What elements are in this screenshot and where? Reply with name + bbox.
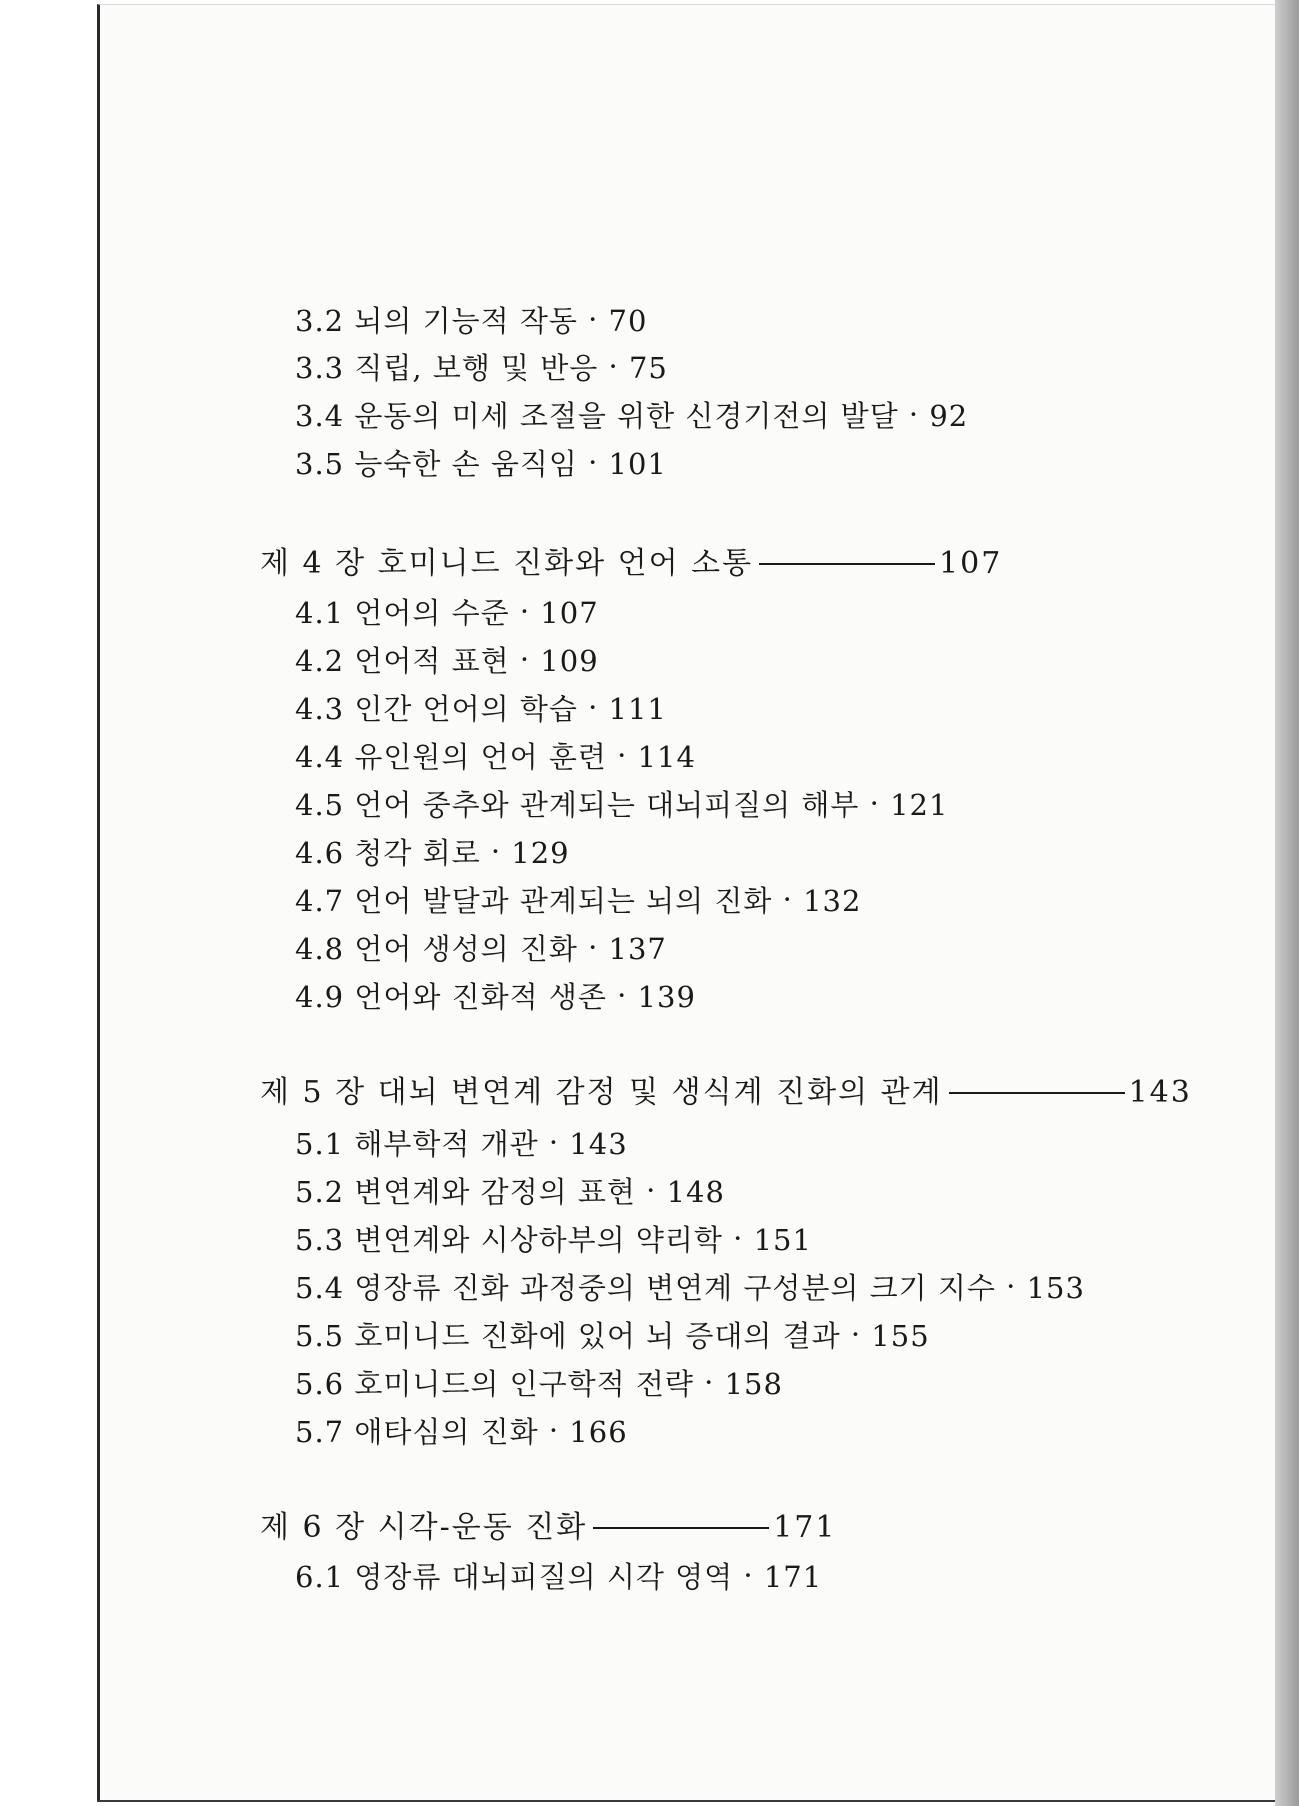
- section-page: 121: [890, 788, 949, 822]
- toc-section-3-3: [295, 346, 668, 388]
- leader-line: [949, 1092, 1125, 1094]
- toc-section-6-1: [295, 1555, 822, 1597]
- toc-section-5-7: [295, 1410, 628, 1452]
- section-title: 5.5 호미니드 진화에 있어 뇌 증대의 결과: [295, 1319, 841, 1353]
- toc-section-3-4: [295, 394, 968, 436]
- section-page: 129: [511, 836, 570, 870]
- chapter-page: 143: [1128, 1075, 1192, 1110]
- section-page: 92: [929, 399, 969, 433]
- section-page: 70: [608, 304, 648, 338]
- section-page: 132: [803, 884, 862, 918]
- section-title: 3.2 뇌의 기능적 작동: [295, 304, 578, 338]
- section-title: 4.1 언어의 수준: [295, 596, 510, 630]
- toc-section-5-1: [295, 1122, 628, 1164]
- leader-line: [759, 563, 935, 565]
- section-title: 5.7 애타심의 진화: [295, 1415, 539, 1449]
- section-page: 171: [763, 1560, 823, 1594]
- section-title: 5.3 변연계와 시상하부의 약리학: [295, 1223, 723, 1257]
- section-title: 3.5 능숙한 손 움직임: [295, 447, 578, 481]
- toc-section-4-2: [295, 639, 599, 681]
- section-title: 4.8 언어 생성의 진화: [295, 932, 578, 966]
- section-page: 111: [608, 692, 667, 726]
- toc-chapter-5: [260, 1072, 1192, 1113]
- section-title: 5.4 영장류 진화 과정중의 변연계 구성분의 크기 지수: [295, 1271, 996, 1305]
- section-title: 4.3 인간 언어의 학습: [295, 692, 578, 726]
- toc-section-5-6: [295, 1362, 783, 1404]
- toc-section-4-3: [295, 687, 667, 729]
- page-bottom-border: [97, 1800, 1275, 1802]
- chapter-title: 제 5 장 대뇌 변연계 감정 및 생식계 진화의 관계: [260, 1075, 943, 1110]
- section-title: 4.5 언어 중추와 관계되는 대뇌피질의 해부: [295, 788, 860, 822]
- page-edge-shadow: [1275, 0, 1299, 1806]
- section-page: 158: [724, 1367, 783, 1401]
- toc-section-4-5: [295, 783, 948, 825]
- section-page: 139: [637, 980, 696, 1014]
- leader-line: [593, 1527, 769, 1529]
- section-title: 5.2 변연계와 감정의 표현: [295, 1175, 636, 1209]
- section-title: 5.6 호미니드의 인구학적 전략: [295, 1367, 694, 1401]
- section-page: 107: [540, 596, 599, 630]
- chapter-title: 제 4 장 호미니드 진화와 언어 소통: [260, 546, 754, 581]
- toc-chapter-4: [260, 543, 1002, 584]
- section-page: 155: [871, 1319, 930, 1353]
- section-title: 4.4 유인원의 언어 훈련: [295, 740, 607, 774]
- section-title: 6.1 영장류 대뇌피질의 시각 영역: [295, 1560, 734, 1594]
- section-page: 148: [666, 1175, 725, 1209]
- toc-section-4-7: [295, 879, 861, 921]
- section-title: 4.2 언어적 표현: [295, 644, 510, 678]
- section-page: 137: [608, 932, 667, 966]
- scan-left-margin: [0, 0, 97, 1806]
- toc-section-4-4: [295, 735, 696, 777]
- chapter-page: 107: [939, 546, 1003, 581]
- chapter-page: 171: [773, 1510, 837, 1545]
- toc-section-5-3: [295, 1218, 812, 1260]
- section-page: 166: [569, 1415, 628, 1449]
- section-page: 143: [569, 1127, 628, 1161]
- toc-section-5-2: [295, 1170, 725, 1212]
- section-title: 4.7 언어 발달과 관계되는 뇌의 진화: [295, 884, 773, 918]
- toc-section-4-6: [295, 831, 570, 873]
- section-title: 3.3 직립, 보행 및 반응: [295, 351, 599, 385]
- toc-section-5-5: [295, 1314, 930, 1356]
- toc-section-4-9: [295, 975, 696, 1017]
- section-title: 5.1 해부학적 개관: [295, 1127, 539, 1161]
- section-page: 151: [753, 1223, 812, 1257]
- toc-section-3-2: [295, 299, 647, 341]
- section-page: 101: [608, 447, 667, 481]
- toc-section-4-8: [295, 927, 667, 969]
- section-page: 153: [1026, 1271, 1085, 1305]
- section-title: 4.6 청각 회로: [295, 836, 481, 870]
- toc-section-3-5: [295, 442, 667, 484]
- toc-section-5-4: [295, 1266, 1085, 1308]
- section-title: 4.9 언어와 진화적 생존: [295, 980, 607, 1014]
- section-title: 3.4 운동의 미세 조절을 위한 신경기전의 발달: [295, 399, 899, 433]
- section-page: 109: [540, 644, 599, 678]
- section-page: 114: [637, 740, 696, 774]
- toc-section-4-1: [295, 591, 599, 633]
- chapter-title: 제 6 장 시각-운동 진화: [260, 1510, 588, 1545]
- toc-chapter-6: [260, 1507, 836, 1548]
- section-page: 75: [628, 351, 668, 385]
